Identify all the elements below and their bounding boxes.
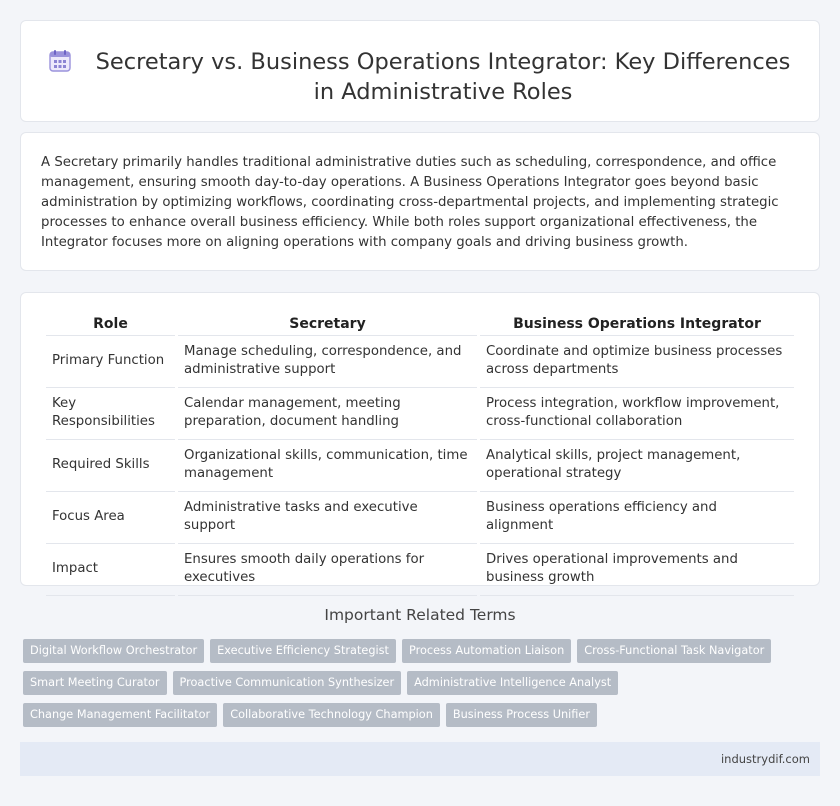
column-header-secretary: Secretary <box>178 307 477 336</box>
row-label: Focus Area <box>46 492 175 544</box>
integrator-cell: Process integration, workflow improvement, cross-functional collaboration <box>480 388 794 440</box>
footer-site-link[interactable]: industrydif.com <box>720 752 810 766</box>
column-header-integrator: Business Operations Integrator <box>480 307 794 336</box>
integrator-cell: Analytical skills, project management, operational strategy <box>480 440 794 492</box>
table-row <box>46 492 794 544</box>
row-label: Key Responsibilities <box>46 388 175 440</box>
secretary-cell: Calendar management, meeting preparation, document handling <box>178 388 477 440</box>
integrator-cell: Drives operational improvements and business growth <box>480 544 794 596</box>
related-terms-heading: Important Related Terms <box>324 606 516 624</box>
related-term-tag[interactable]: Business Process Unifier <box>446 703 597 727</box>
table-row <box>46 388 794 440</box>
related-term-tag[interactable]: Proactive Communication Synthesizer <box>173 671 402 695</box>
summary-card <box>20 132 820 271</box>
calendar-icon <box>47 48 73 74</box>
related-term-tag[interactable]: Digital Workflow Orchestrator <box>23 639 204 663</box>
related-term-tag[interactable]: Smart Meeting Curator <box>23 671 167 695</box>
related-term-tag[interactable]: Collaborative Technology Champion <box>223 703 440 727</box>
secretary-cell: Administrative tasks and executive support <box>178 492 477 544</box>
header-card <box>20 20 820 122</box>
row-label: Impact <box>46 544 175 596</box>
related-term-tag[interactable]: Process Automation Liaison <box>402 639 571 663</box>
secretary-cell: Ensures smooth daily operations for executives <box>178 544 477 596</box>
table-header-row <box>46 307 794 336</box>
related-terms-list <box>23 639 823 735</box>
footer <box>20 742 820 776</box>
related-term-tag[interactable]: Change Management Facilitator <box>23 703 217 727</box>
comparison-table <box>43 307 797 596</box>
integrator-cell: Business operations efficiency and alignment <box>480 492 794 544</box>
row-label: Primary Function <box>46 336 175 388</box>
table-row <box>46 544 794 596</box>
table-row <box>46 336 794 388</box>
related-term-tag[interactable]: Executive Efficiency Strategist <box>210 639 396 663</box>
related-term-tag[interactable]: Administrative Intelligence Analyst <box>407 671 618 695</box>
secretary-cell: Organizational skills, communication, time management <box>178 440 477 492</box>
comparison-table-card <box>20 292 820 586</box>
secretary-cell: Manage scheduling, correspondence, and administrative support <box>178 336 477 388</box>
table-row <box>46 440 794 492</box>
row-label: Required Skills <box>46 440 175 492</box>
integrator-cell: Coordinate and optimize business processes across departments <box>480 336 794 388</box>
summary-text: A Secretary primarily handles traditional administrative duties such as scheduling, correspondence, and office management, ensuring smooth day-to-day operations. A Business Operations Integrator goes beyond basic administration by optimizing workflows, coordinating cross-departmental projects, and implementing strategic processes to enhance overall business efficiency. While both roles support organizational effectiveness, the Integrator focuses more on aligning operations with company goals and driving business growth. <box>41 155 779 250</box>
column-header-role: Role <box>46 307 175 336</box>
page-title: Secretary vs. Business Operations Integrator: Key Differences in Administrative Roles <box>95 49 791 105</box>
related-term-tag[interactable]: Cross-Functional Task Navigator <box>577 639 771 663</box>
